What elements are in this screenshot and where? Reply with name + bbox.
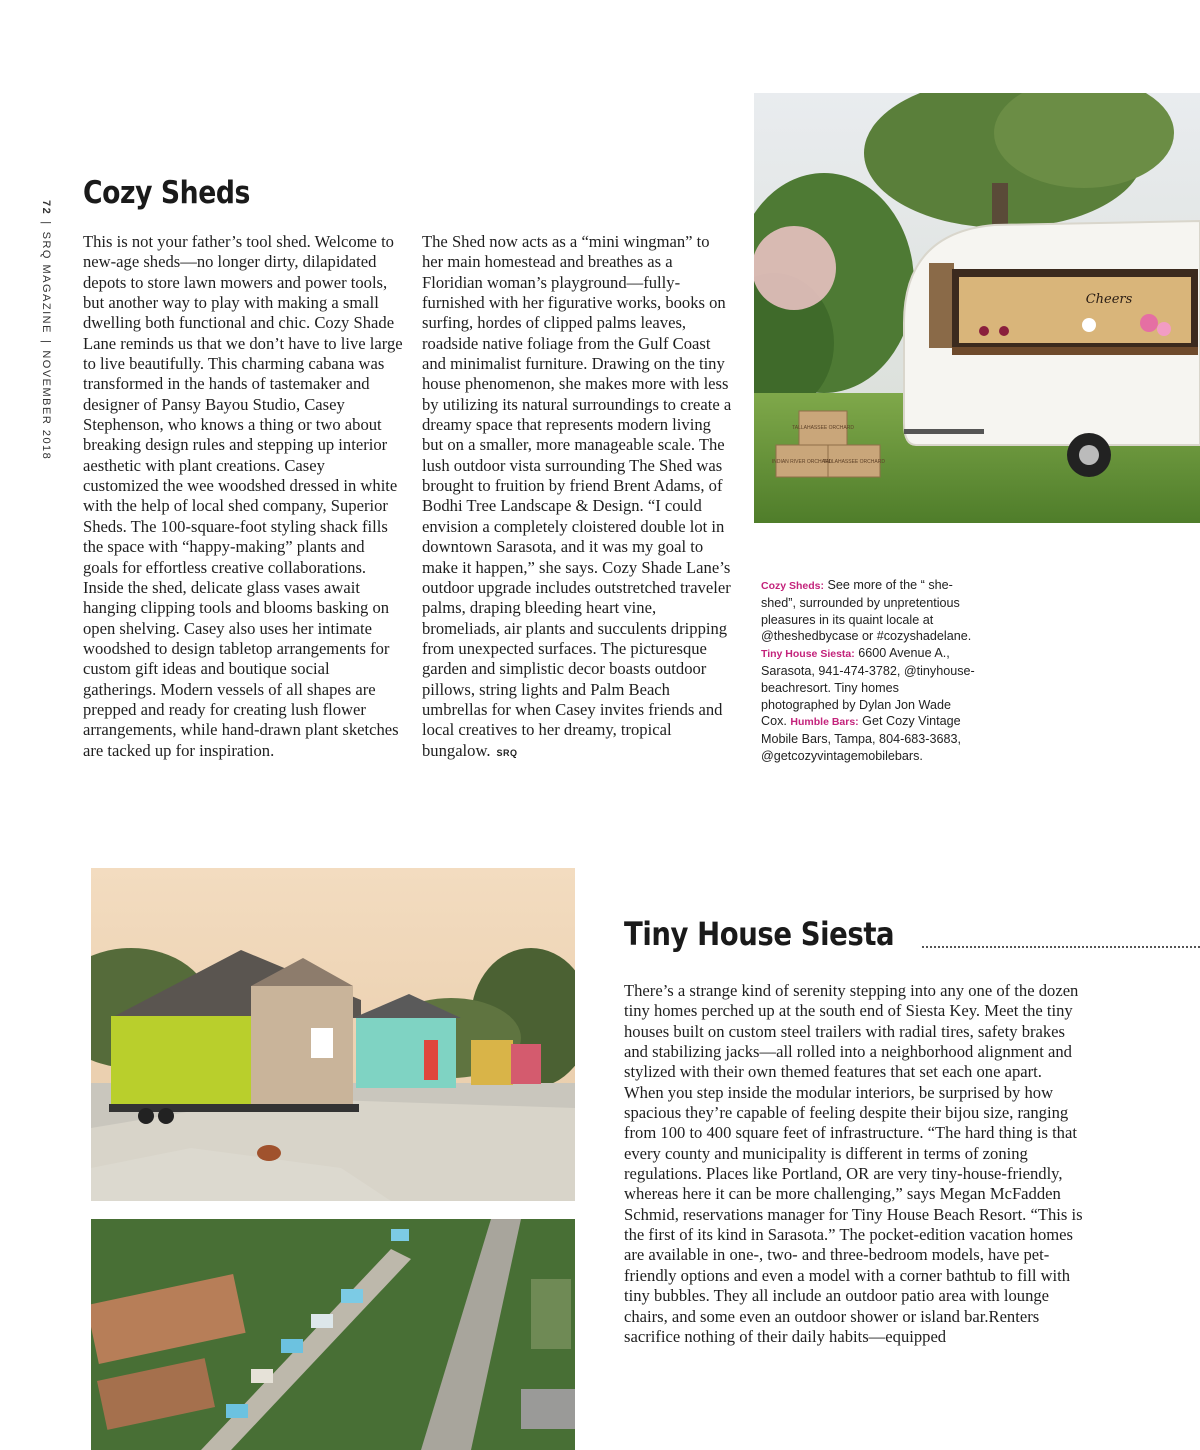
folio-text <box>40 200 52 460</box>
folio-separator: | <box>40 221 52 226</box>
crate-label: TALLAHASSEE ORCHARD <box>823 459 885 465</box>
dotted-divider <box>922 946 1200 948</box>
cozy-sheds-column-2-text: The Shed now acts as a “mini wingman” to her main homestead and breathes as a Floridian woman’s playground—fully-furnished with her figurative works, books on surfing, hordes of clipped palms leaves, roadside native foliage from the Gulf Coast and minimalist furniture. Drawing on the tiny house phenomenon, she makes more with less by utilizing its natural surroundings to create a dreamy space that represents modern living but on a smaller, more manageable scale. The lush outdoor vista surrounding The Shed was brought to fruition by friend Brent Adams, of Bodhi Tree Landscape & Design. “I could envision a completely cloistered double lot in downtown Sarasota, and it was my goal to make it happen,” she says. Cozy Shade Lane’s outdoor upgrade includes outstretched traveler palms, draping bleeding heart vine, bromeliads, air plants and succulents dripping from unexpected surfaces. The picturesque garden and simplistic decor boasts outdoor pillows, string lights and Palm Beach umbrellas for when Casey invites friends and local creatives to her dreamy, tropical bungalow. <box>422 232 732 760</box>
caption-text-tiny-house: 6600 Avenue A., Sarasota, 941-474-3782, @tinyhouse-beachresort. Tiny homes photographed by Dylan Jon Wade Cox. <box>761 646 975 729</box>
cozy-sheds-headline: Cozy Sheds <box>83 175 250 211</box>
caption-label-cozy-sheds: Cozy Sheds: <box>761 580 825 592</box>
tiny-houses-photo <box>91 868 575 1201</box>
caption-label-humble-bars: Humble Bars: <box>790 716 859 729</box>
aerial-view-photo <box>91 1219 575 1450</box>
publication-name: SRQ MAGAZINE <box>40 231 52 334</box>
caption-label-tiny-house: Tiny House Siesta: <box>761 648 855 661</box>
caption-text-humble-bars: Get Cozy Vintage Mobile Bars, Tampa, 804-683-3683, @getcozyvintagemobilebars. <box>761 714 961 763</box>
tiny-house-siesta-headline: Tiny House Siesta <box>624 915 895 953</box>
folio-separator: | <box>40 339 52 345</box>
cozy-sheds-column-2 <box>422 232 734 763</box>
folio <box>22 200 58 460</box>
photo-caption <box>761 577 976 765</box>
bar-sign-text: Cheers <box>1085 292 1133 307</box>
page-number: 72 <box>40 200 52 216</box>
crate-label: INDIAN RIVER ORCHARD <box>771 459 833 465</box>
vintage-trailer-bar-photo <box>754 93 1200 523</box>
caption-text-cozy-sheds: See more of the “ she-shed”, surrounded by unpretentious pleasures in its quaint locale at @theshedbycase or #cozyshadelane. <box>761 578 972 644</box>
issue-date: NOVEMBER 2018 <box>40 350 52 461</box>
cozy-sheds-column-1: This is not your father’s tool shed. Welcome to new-age sheds—no longer dirty, dilapidated depots to store lawn mowers and power tools, but another way to play with making a small dwelling both functional and chic. Cozy Shade Lane reminds us that we don’t have to live large to live beautifully. This charming cabana was transformed in the hands of tastemaker and designer of Pansy Bayou Studio, Casey Stephenson, who knows a thing or two about breaking design rules and stepping up interior aesthetic with plant creations. Casey customized the wee woodshed dressed in white with the help of local shed company, Superior Sheds. The 100-square-foot styling shack fills the space with “happy-making” plants and goals for effortless creative collaborations. Inside the shed, delicate glass vases await hanging clipping tools and blooms basking on open shelving. Casey also uses her intimate woodshed to design tabletop arrangements for custom gift ideas and boutique social gatherings. Modern vessels of all shapes are prepped and ready for creating lush flower arrangements, while hand-drawn plant sketches are tacked up for inspiration. <box>83 232 403 760</box>
tiny-house-siesta-body: There’s a strange kind of serenity stepping into any one of the dozen tiny homes perched up at the south end of Siesta Key. Meet the tiny houses built on custom steel trailers with radial tires, safety brakes and stabilizing jacks—all rolled into a neighborhood alignment and stylized with their own themed features that set each one apart. When you step inside the modular interiors, be surprised by how spacious they’re capable of feeling despite their bijou size, ranging from 100 to 400 square feet of infrastructure. “The hard thing is that every county and municipality is different in terms of zoning regulations. Places like Portland, OR are very tiny-house-friendly, whereas here it can be more challenging,” says Megan McFadden Schmid, reservations manager for Tiny House Beach Resort. “This is the first of its kind in Sarasota.” The pocket-edition vacation homes are available in one-, two- and three-bedroom models, have pet-friendly options and even a model with a corner bathtub to fill with tiny bubbles. They all include an outdoor patio area with lounge chairs, and some even an outdoor shower or island bar.Renters sacrifice nothing of their daily habits—equipped <box>624 981 1083 1346</box>
end-mark: SRQ <box>496 747 518 758</box>
crate-label: TALLAHASSEE ORCHARD <box>792 425 854 431</box>
